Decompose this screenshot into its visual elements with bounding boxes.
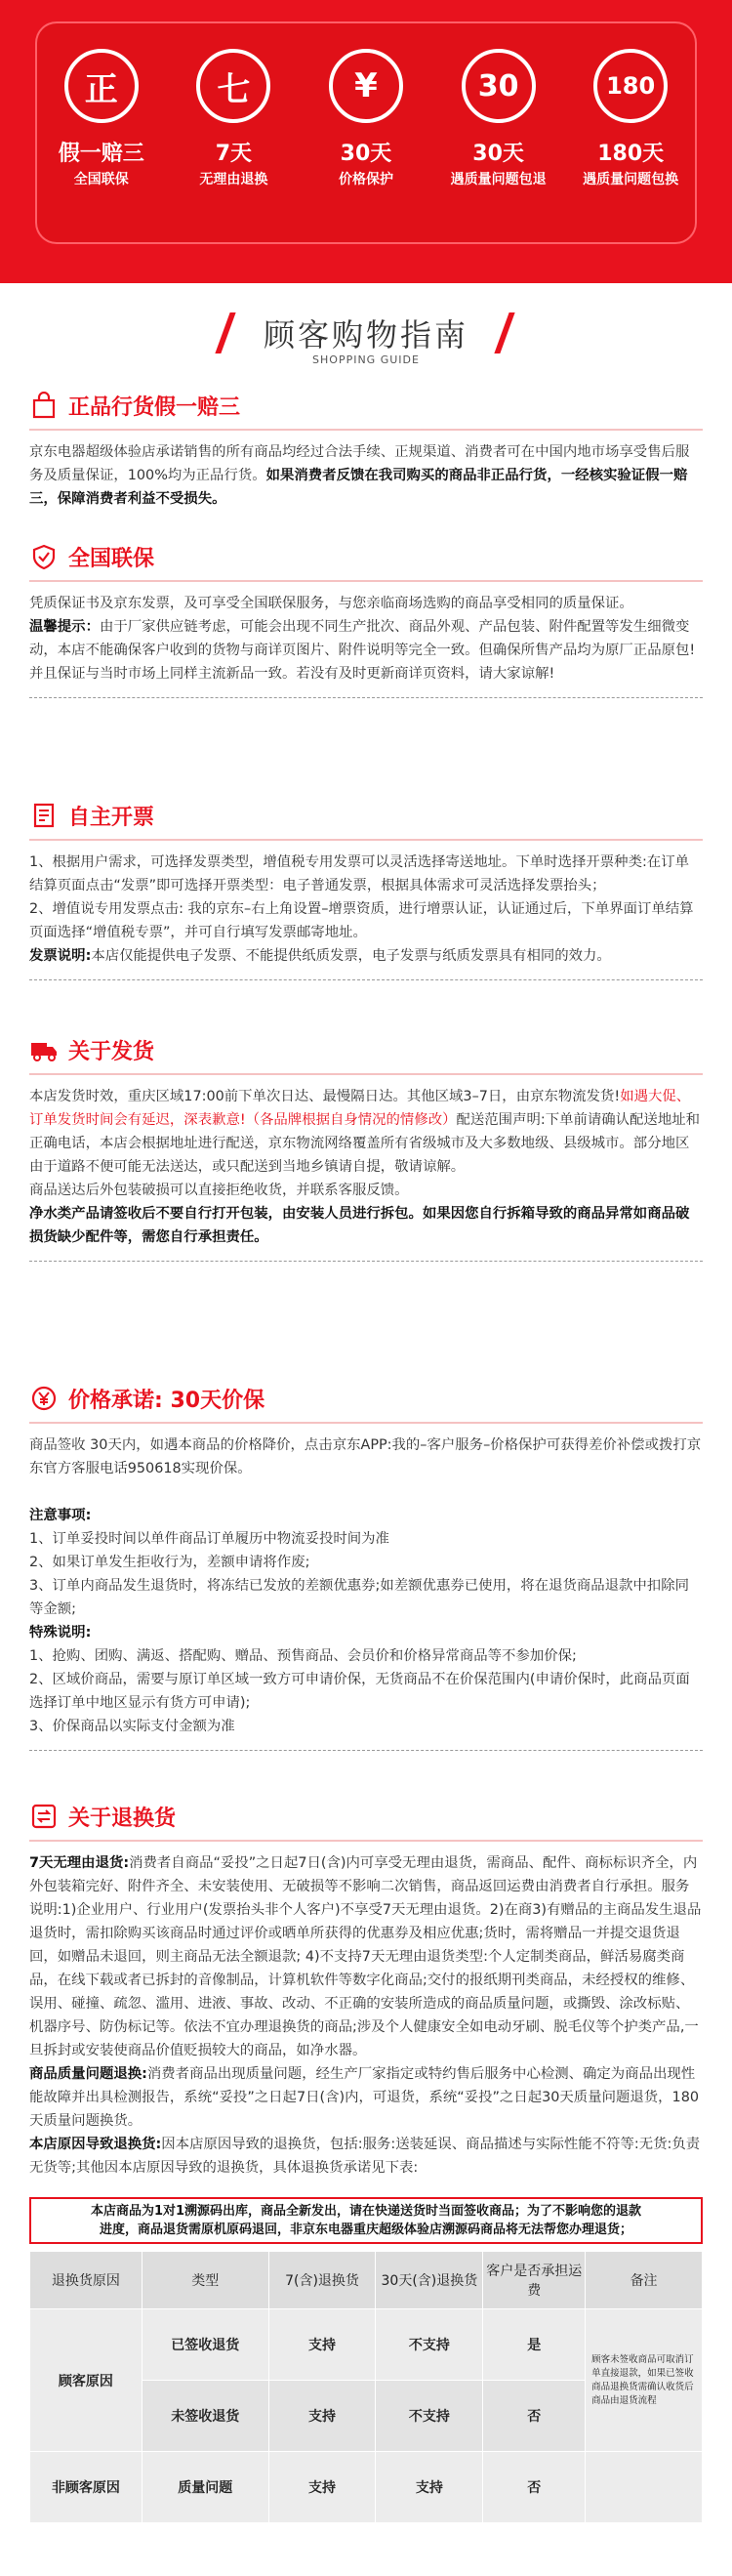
text-red: 如遇大促、订单发货时间会有延迟，深表歉意!（各品牌根据自身情况的情修改） [29, 1089, 691, 1128]
cell: 不支持 [376, 2309, 483, 2381]
badge-title: 30天 [340, 142, 392, 166]
dashed-divider [29, 1261, 703, 1262]
type-cell: 已签收退货 [142, 2309, 268, 2381]
divider [29, 839, 703, 841]
section-shipping [29, 1030, 703, 1275]
divider [29, 1840, 703, 1842]
header-cell: 7(含)退换货 [268, 2252, 376, 2309]
section-price-protect [29, 1379, 703, 1765]
remark-cell: 顾客未签收商品可取消订单直接退款，如果已签收商品退换货需确认收货后商品由退货流程 [586, 2309, 703, 2452]
invoice-icon [29, 801, 59, 830]
text-normal: 本店发货时效，重庆区域17:00前下单次日达、最慢隔日达。其他区域3–7日，由京东物流发货! [29, 1089, 621, 1104]
section-text [29, 2062, 703, 2133]
shipping-fee-cell: 否 [483, 2452, 586, 2523]
shopping-bag-icon [29, 391, 59, 420]
section-text: 凭质保证书及京东发票，及可享受全国联保服务，与您亲临商场选购的商品享受相同的质量保证。 [29, 596, 633, 611]
invoice-note-text: 本店仅能提供电子发票、不能提供纸质发票，电子发票与纸质发票具有相同的效力。 [91, 948, 611, 964]
return-icon [29, 1802, 59, 1831]
header-cell: 备注 [586, 2252, 703, 2309]
section-text: 1、根据用户需求，可选择发票类型，增值税专用发票可以灵活选择寄送地址。下单时选择开票种类:在订单结算页面点击“发票”即可选择开票类型：电子普通发票，根据具体需求可灵活选择发票抬头； [29, 854, 689, 893]
type-cell: 未签收退货 [142, 2381, 268, 2452]
badge-7day-return [171, 49, 296, 188]
invoice-note-label: 发票说明: [29, 948, 92, 964]
divider [29, 1422, 703, 1424]
cell: 支持 [268, 2452, 376, 2523]
reason-cell: 非顾客原因 [30, 2452, 142, 2523]
yen-icon [29, 1384, 59, 1413]
store-reason-text: 因本店原因导致的退换货，包括:服务:送装延误、商品描述与实际性能不符等:无货:负责无货等;其他因本店原因导致的退换货，具体退换货承诺见下表: [29, 2137, 701, 2176]
section-text: 商品签收 30天内，如遇本商品的价格降价，点击京东APP:我的–客户服务–价格保护可获得差价补偿或拨打京东官方客服电话950618实现价保。 [29, 1437, 702, 1476]
guide-subtitle: SHOPPING GUIDE [312, 353, 420, 366]
special-item: 2、区域价商品，需要与原订单区域一致方可申请价保，无货商品不在价保范围内(申请价保时，此商品页面选择订单中地区显示有货方可申请); [29, 1672, 690, 1711]
section-text: 商品送达后外包装破损可以直接拒绝收货，并联系客服反馈。 [29, 1183, 409, 1198]
shipping-fee-cell: 否 [483, 2381, 586, 2452]
section-genuine [29, 386, 703, 511]
cell: 支持 [268, 2309, 376, 2381]
section-header [29, 386, 703, 425]
badge-price-protect [304, 49, 428, 188]
divider [29, 429, 703, 431]
notice-line: 本店商品为1对1溯源码出库，商品全新发出，请在快递送货时当面签收商品；为了不影响您的退款 [90, 2204, 642, 2219]
shield-check-icon [29, 542, 59, 571]
shipping-fee-cell: 是 [483, 2309, 586, 2381]
badge-row [35, 49, 697, 188]
note-item: 1、订单妥投时间以单件商品订单履历中物流妥投时间为准 [29, 1531, 389, 1547]
badge-sub: 价格保护 [338, 172, 393, 187]
text-bold: 如果消费者反馈在我司购买的商品非正品行货，一经核实验证假一赔三，保障消费者利益不受损失。 [29, 468, 688, 507]
section-invoice [29, 796, 703, 994]
dashed-divider [29, 979, 703, 980]
special-item: 1、抢购、团购、满返、搭配购、赠品、预售商品、会员价和价格异常商品等不参加价保; [29, 1648, 577, 1664]
remark-cell-empty [586, 2452, 703, 2523]
badge-icon: 30 [462, 49, 536, 123]
quality-text: 消费者商品出现质量问题，经生产厂家指定或特约售后服务中心检测、确定为商品出现性能故障并出具检测报告，系统“妥投”之日起7日(含)内，可退货，系统“妥投”之日起30天质量问题退货，180天质量问题换货。 [29, 2066, 700, 2129]
section-text [29, 440, 703, 511]
badge-title: 假一赔三 [58, 142, 144, 166]
traceability-notice [29, 2197, 703, 2244]
badge-icon: ¥ [329, 49, 403, 123]
badge-title: 180天 [597, 142, 665, 166]
section-tip [29, 615, 703, 686]
table-header-row [30, 2252, 703, 2309]
cell: 不支持 [376, 2381, 483, 2452]
section-header [29, 796, 703, 835]
section-title: 正品行货假一赔三 [68, 395, 241, 420]
badge-30day-refund [436, 49, 561, 188]
dashed-divider [29, 697, 703, 698]
dashed-divider [29, 1750, 703, 1751]
section-header [29, 1379, 703, 1418]
return-text: 消费者自商品“妥投”之日起7日(含)内可享受无理由退货，需商品、配件、商标标识齐全，内外包装箱完好、附件齐全、未安装使用、无破损等不影响二次销售，商品返回运费由消费者自行承担。服务说明:1)企业用户、行业用户(发票抬头非个人客户)不享受7天无理由退货。2)在商3)有赠品的主商品发生退品退货时，需扣除购买该商品时通过评价或晒单所获得的优惠券及相应优惠;货时，需将赠品一并提交退货退回，如赠品未退回，则主商品无法全额退款; 4)不支持7天无理由退货类型:个人定制类商品，鲜活易腐类商品，在线下载或者已拆封的音像制品，计算机软件等数字化商品;交付的报纸期刊类商品，未经授权的维修、误用、碰撞、疏忽、滥用、进液、事故、改动、不正确的安装所造成的商品质量问题，或撕毁、涂改标贴、机器序号、防伪标记等。依法不宜办理退换货的商品;涉及个人健康安全如电动牙刷、脱毛仪等个护类产品,一旦拆封或安装使商品价值贬损较大的商品，如净水器。 [29, 1855, 702, 2058]
cell: 支持 [268, 2381, 376, 2452]
section-text-bold: 净水类产品请签收后不要自行打开包装，由安装人员进行拆包。如果因您自行拆箱导致的商品异常如商品破损货缺少配件等，需您自行承担责任。 [29, 1206, 690, 1245]
guide-heading [0, 283, 732, 391]
badge-icon: 七 [196, 49, 270, 123]
tip-label: 温馨提示： [29, 619, 100, 635]
table-row [30, 2452, 703, 2523]
section-text [29, 2133, 703, 2180]
quality-label: 商品质量问题退换: [29, 2066, 147, 2082]
note-item: 2、如果订单发生拒收行为，差额申请将作废; [29, 1555, 310, 1570]
section-warranty [29, 537, 703, 712]
badge-icon: 正 [64, 49, 139, 123]
section-text: 2、增值说专用发票点击: 我的京东–右上角设置–增票资质，进行增票认证，认证通过后，下单界面订单结算页面选择“增值税专票”，并可自行填写发票邮寄地址。 [29, 901, 694, 940]
section-returns [29, 1797, 703, 2180]
type-cell: 质量问题 [142, 2452, 268, 2523]
text-normal: 配送范围声明:下单前请确认配送地址和正确电话，本店会根据地址进行配送，京东物流网络覆盖所有省级城市及大多数地级、县级城市。部分地区由于道路不便可能无法送达，或只配送到当地乡镇请自提，敬请谅解。 [29, 1112, 700, 1175]
section-text [29, 1851, 703, 2062]
header-cell: 类型 [142, 2252, 268, 2309]
section-header [29, 537, 703, 576]
section-title: 价格承诺: 30天价保 [68, 1388, 265, 1413]
table-row [30, 2309, 703, 2381]
badge-title: 30天 [472, 142, 524, 166]
text-normal: 京东电器超级体验店承诺销售的所有商品均经过合法手续、正规渠道、消费者可在中国内地市场享受售后服务及质量保证，100%均为正品行货。 [29, 444, 690, 483]
badge-sub: 无理由退换 [199, 172, 268, 187]
service-banner [0, 0, 732, 283]
special-item: 3、价保商品以实际支付金额为准 [29, 1719, 235, 1734]
badge-icon: 180 [593, 49, 668, 123]
notes-title: 注意事项: [29, 1508, 92, 1523]
cell: 支持 [376, 2452, 483, 2523]
section-title: 全国联保 [68, 546, 155, 571]
header-cell-highlight: 客户是否承担运费 [483, 2252, 586, 2309]
header-cell: 退换货原因 [30, 2252, 142, 2309]
section-text [29, 1085, 703, 1179]
return-label: 7天无理由退货: [29, 1855, 130, 1871]
divider [29, 1073, 703, 1075]
badge-sub: 全国联保 [73, 172, 129, 187]
special-title: 特殊说明: [29, 1625, 92, 1641]
store-reason-label: 本店原因导致退换货: [29, 2137, 162, 2152]
badge-title: 7天 [215, 142, 253, 166]
section-title: 关于发货 [68, 1039, 155, 1064]
spacer [29, 1480, 703, 1504]
truck-icon [29, 1035, 59, 1064]
section-title: 自主开票 [68, 805, 155, 830]
reason-cell: 顾客原因 [30, 2309, 142, 2452]
badge-180day-exchange [568, 49, 693, 188]
badge-sub: 遇质量问题包退 [450, 172, 547, 187]
tip-text: 由于厂家供应链考虑，可能会出现不同生产批次、商品外观、产品包装、附件配置等发生细微变动，本店不能确保客户收到的货物与商详页图片、附件说明等完全一致。但确保所售产品均为原厂正品原包!并且保证与当时市场上同样主流新品一致。若没有及时更新商详页资料，请大家谅解! [29, 619, 696, 682]
section-text [29, 944, 703, 968]
return-policy-table [29, 2251, 703, 2523]
badge-fake-compensation [39, 49, 164, 188]
notice-line: 进度，商品退货需原机原码退回，非京东电器重庆超级体验店溯源码商品将无法帮您办理退货； [99, 2223, 632, 2237]
divider [29, 580, 703, 582]
badge-sub: 遇质量问题包换 [583, 172, 679, 187]
section-header [29, 1030, 703, 1069]
note-item: 3、订单内商品发生退货时，将冻结已发放的差额优惠券;如差额优惠券已使用，将在退货商品退款中扣除同等金额; [29, 1578, 689, 1617]
section-header [29, 1797, 703, 1836]
guide-title: 顾客购物指南 [263, 316, 468, 353]
header-cell: 30天(含)退换货 [376, 2252, 483, 2309]
section-title: 关于退换货 [68, 1806, 177, 1831]
